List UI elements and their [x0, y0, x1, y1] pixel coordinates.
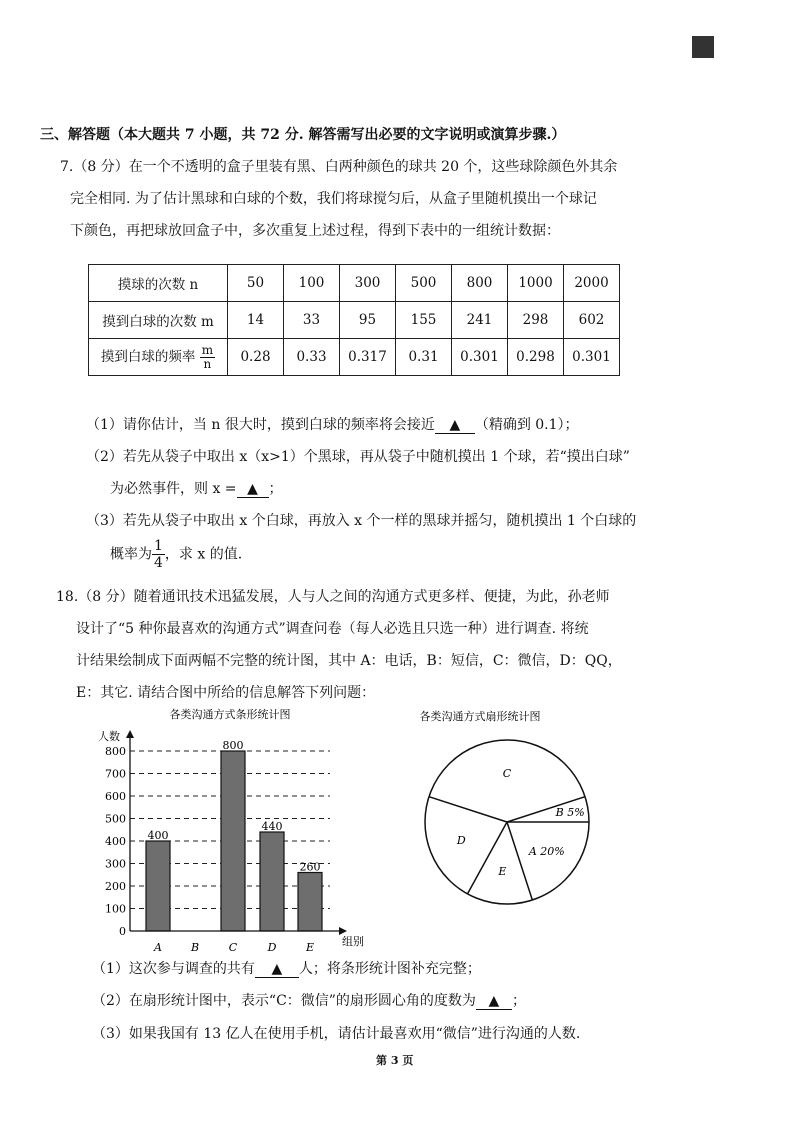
q18-line: 设计了“5 种你最喜欢的沟通方式”调查问卷（每人必选且只选一种）进行调查. 将统 — [76, 621, 589, 637]
section-header: 三、解答题（本大题共 7 小题，共 72 分. 解答需写出必要的文字说明或演算步骤.） — [40, 127, 566, 143]
bar-chart-title: 各类沟通方式条形统计图 — [169, 708, 291, 721]
y-axis-arrow-icon — [126, 730, 134, 738]
cell: 0.301 — [564, 339, 620, 376]
slice-label-C: C — [502, 766, 512, 780]
x-tick-label: D — [267, 941, 277, 954]
text: （2）在扇形统计图中，表示“C：微信”的扇形圆心角的度数为 — [92, 993, 476, 1009]
q18-part2 — [92, 990, 526, 1010]
cell: 0.33 — [284, 339, 340, 376]
cell: 100 — [284, 265, 340, 302]
cell: 33 — [284, 302, 340, 339]
x-axis-arrow-icon — [339, 927, 347, 935]
data-label: 260 — [299, 860, 321, 874]
pie-chart — [400, 700, 620, 920]
q17-part3: （3）若先从袋子中取出 x 个白球，再放入 x 个一样的黑球并摇匀，随机摸出 1 个白球的 — [86, 513, 637, 529]
slice-label-D: D — [456, 834, 466, 848]
cell: 95 — [340, 302, 396, 339]
answer-blank: ▲ — [476, 993, 512, 1010]
cell: 50 — [228, 265, 284, 302]
q17-part2-cont — [110, 478, 283, 498]
text: 人；将条形统计图补充完整； — [298, 961, 481, 977]
cell: 800 — [452, 265, 508, 302]
q17-line: 下颜色，再把球放回盒子中，多次重复上述过程，得到下表中的一组统计数据： — [70, 223, 560, 239]
bar-C — [221, 751, 245, 931]
corner-mark — [692, 36, 714, 58]
text: （精确到 0.1）； — [474, 417, 579, 433]
bar-D — [260, 832, 284, 931]
cell: 155 — [396, 302, 452, 339]
q18-line: 计结果绘制成下面两幅不完整的统计图，其中 A：电话，B：短信，C：微信，D：QQ， — [76, 653, 622, 669]
table-row — [89, 302, 620, 339]
q17-part2: （2）若先从袋子中取出 x（x>1）个黑球，再从袋子中随机摸出 1 个球，若“摸出白球” — [86, 449, 630, 465]
row-header: 摸球的次数 n — [89, 265, 228, 302]
y-tick-label: 600 — [105, 790, 126, 803]
q18-part1 — [92, 958, 481, 978]
bar-E — [298, 873, 322, 932]
cell: 14 — [228, 302, 284, 339]
text: （1）请你估计，当 n 很大时，摸到白球的频率将会接近 — [86, 417, 435, 433]
row-header — [89, 339, 228, 376]
cell: 0.31 — [396, 339, 452, 376]
q18-part3: （3）如果我国有 13 亿人在使用手机，请估计最喜欢用“微信”进行沟通的人数. — [92, 1026, 581, 1042]
numerator: 1 — [154, 538, 163, 554]
text: （1）这次参与调查的共有 — [92, 961, 255, 977]
cell: 1000 — [508, 265, 564, 302]
answer-blank: ▲ — [435, 417, 475, 434]
y-tick-label: 500 — [105, 812, 126, 826]
x-axis-label: 组别 — [342, 935, 364, 948]
text: ； — [511, 993, 526, 1009]
fraction — [200, 344, 215, 371]
answer-blank: ▲ — [237, 481, 269, 498]
slice-label-B: B 5% — [555, 805, 585, 819]
y-tick-label: 800 — [105, 745, 126, 758]
y-axis-label: 人数 — [98, 730, 120, 743]
y-tick-label: 400 — [105, 835, 126, 848]
numerator: m — [201, 342, 214, 357]
stats-table — [88, 264, 620, 376]
denominator: 4 — [154, 555, 163, 571]
pie-chart-title: 各类沟通方式扇形统计图 — [419, 710, 541, 723]
answer-blank: ▲ — [255, 961, 299, 978]
q17-part1 — [86, 414, 579, 434]
x-tick-label: C — [228, 941, 238, 954]
y-tick-label: 0 — [119, 925, 126, 938]
table-row — [89, 265, 620, 302]
row-header: 摸到白球的次数 m — [89, 302, 228, 339]
bar-chart — [90, 700, 390, 960]
data-label: 440 — [261, 820, 283, 833]
y-tick-label: 100 — [105, 902, 126, 916]
slice-label-A: A 20% — [528, 844, 565, 858]
y-tick-label: 300 — [105, 857, 126, 871]
cell: 0.317 — [340, 339, 396, 376]
bar-A — [146, 841, 170, 931]
x-tick-label: E — [305, 941, 315, 954]
q17-line: 完全相同. 为了估计黑球和白球的个数，我们将球搅匀后，从盒子里随机摸出一个球记 — [70, 191, 597, 207]
data-label: 400 — [147, 829, 169, 842]
text: 为必然事件，则 x = — [110, 481, 237, 497]
row-header-text: 摸到白球的频率 — [100, 348, 196, 365]
cell: 602 — [564, 302, 620, 339]
q18-line: 18.（8 分）随着通讯技术迅猛发展，人与人之间的沟通方式更多样、便捷，为此，孙老师 — [56, 589, 610, 605]
cell: 0.298 — [508, 339, 564, 376]
page-number: 第 3 页 — [376, 1054, 414, 1067]
table-row — [89, 339, 620, 376]
x-tick-label: A — [154, 941, 162, 954]
cell: 300 — [340, 265, 396, 302]
x-tick-label: B — [190, 941, 200, 954]
q18-line: E：其它. 请结合图中所给的信息解答下列问题： — [76, 685, 376, 701]
denominator: n — [203, 356, 212, 371]
q17-line: 7.（8 分）在一个不透明的盒子里装有黑、白两种颜色的球共 20 个，这些球除颜色外其余 — [60, 159, 618, 175]
cell: 2000 — [564, 265, 620, 302]
cell: 0.301 — [452, 339, 508, 376]
q17-part3-cont — [110, 538, 242, 571]
fraction — [152, 538, 165, 571]
slice-label-E: E — [498, 864, 507, 878]
y-tick-label: 200 — [105, 880, 126, 893]
cell: 298 — [508, 302, 564, 339]
text: 概率为 — [110, 546, 152, 563]
cell: 0.28 — [228, 339, 284, 376]
text: ，求 x 的值. — [164, 546, 243, 563]
y-tick-label: 700 — [105, 767, 126, 781]
cell: 241 — [452, 302, 508, 339]
data-label: 800 — [222, 739, 244, 752]
cell: 500 — [396, 265, 452, 302]
text: ； — [268, 481, 283, 497]
